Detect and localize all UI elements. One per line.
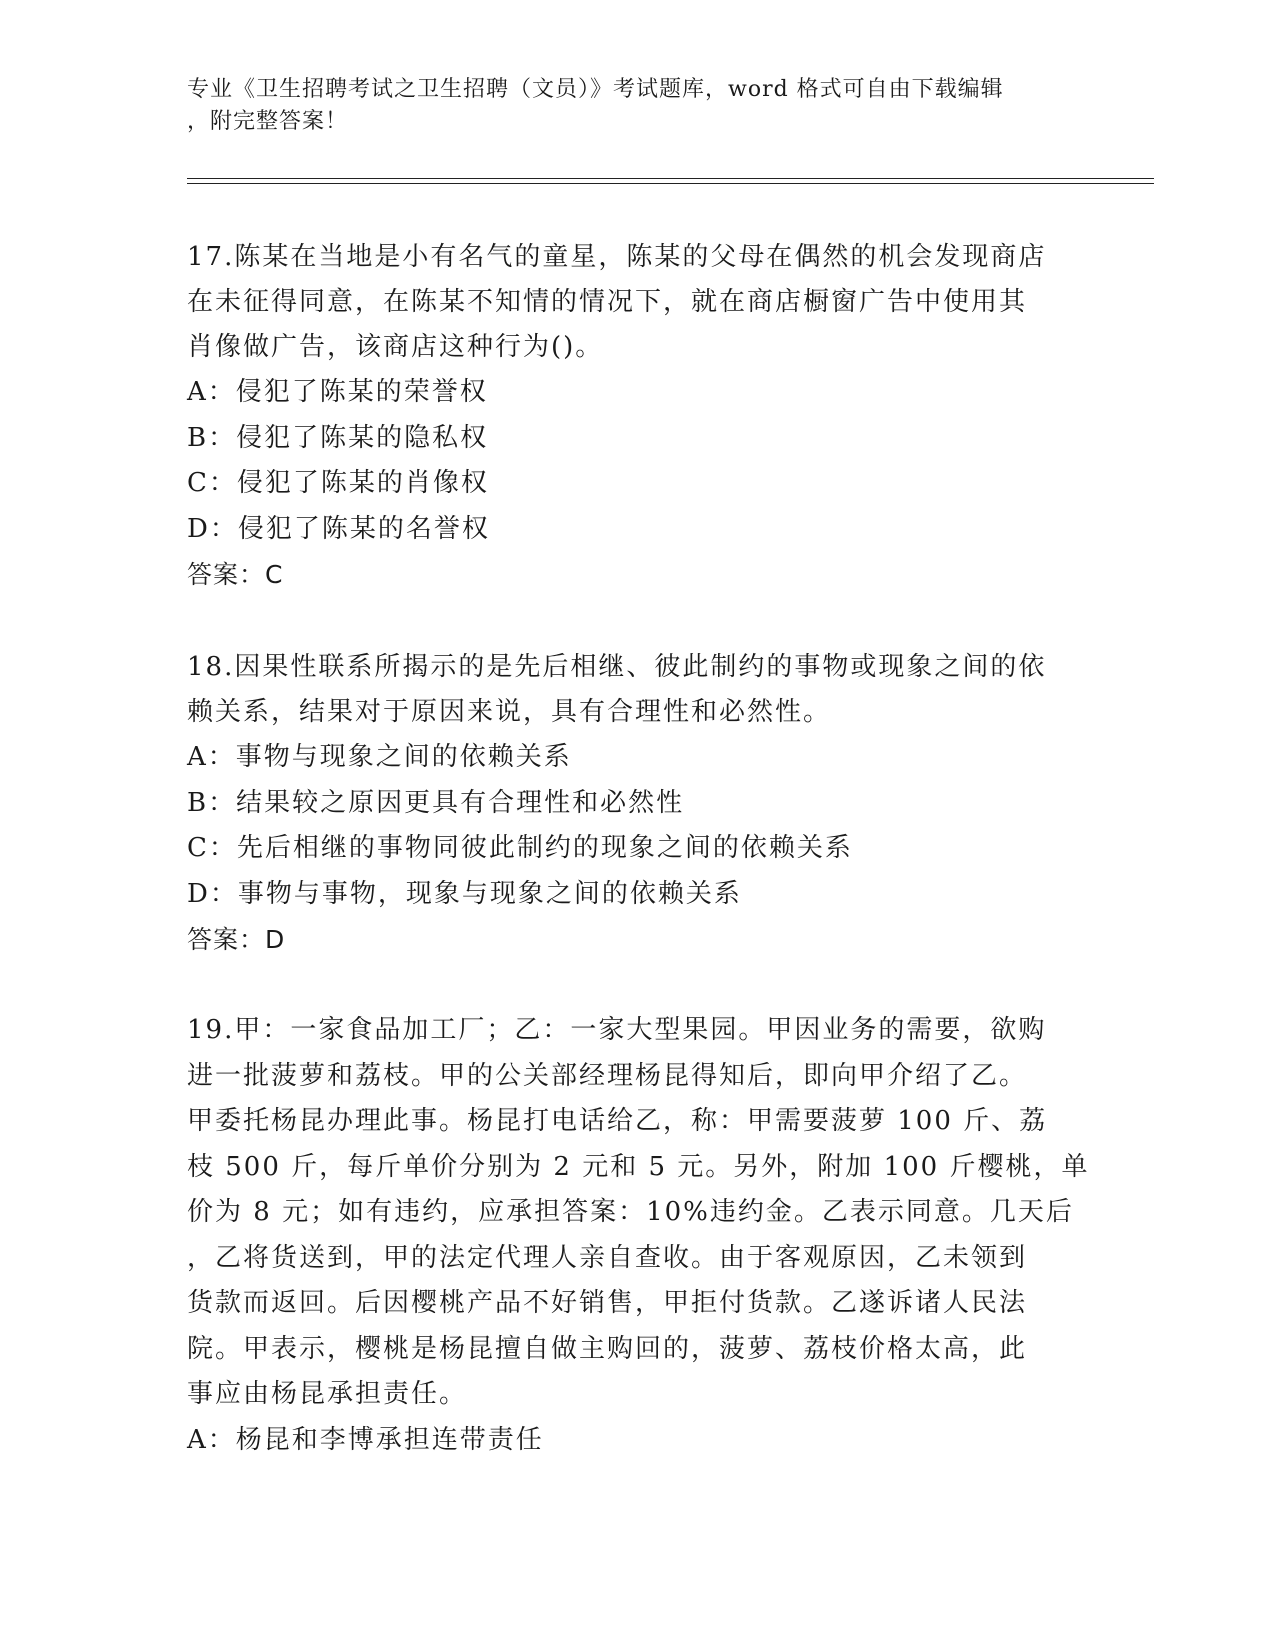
question-stem-line: ，乙将货送到，甲的法定代理人亲自查收。由于客观原因，乙未领到 (187, 1242, 1028, 1273)
option-d: D：事物与事物，现象与现象之间的依赖关系 (187, 878, 742, 909)
question-stem-line: 17.陈某在当地是小有名气的童星，陈某的父母在偶然的机会发现商店 (187, 242, 1047, 272)
document-header (187, 74, 1067, 138)
answer-label: 答案：C (187, 560, 284, 589)
option-b: B：结果较之原因更具有合理性和必然性 (187, 787, 685, 818)
question-stem-line: 在未征得同意，在陈某不知情的情况下，就在商店橱窗广告中使用其 (187, 287, 1028, 317)
question-19 (187, 1008, 1090, 1463)
question-stem-line: 枝 500 斤，每斤单价分别为 2 元和 5 元。另外，附加 100 斤樱桃，单 (187, 1151, 1090, 1182)
header-line-2: ，附完整答案！ (187, 109, 349, 134)
option-c: C：侵犯了陈某的肖像权 (187, 468, 489, 498)
question-stem-line: 事应由杨昆承担责任。 (187, 1379, 468, 1409)
header-divider-bottom (187, 183, 1154, 184)
question-stem-line: 19.甲：一家食品加工厂；乙：一家大型果园。甲因业务的需要，欲购 (187, 1015, 1047, 1045)
option-a: A：杨昆和李博承担连带责任 (187, 1424, 544, 1455)
header-divider-top (187, 178, 1154, 179)
option-c: C：先后相继的事物同彼此制约的现象之间的依赖关系 (187, 833, 853, 863)
option-b: B：侵犯了陈某的隐私权 (187, 422, 489, 453)
question-stem-line: 价为 8 元；如有违约，应承担答案：10%违约金。乙表示同意。几天后 (187, 1197, 1074, 1227)
option-d: D：侵犯了陈某的名誉权 (187, 513, 490, 544)
option-a: A：事物与现象之间的依赖关系 (187, 742, 572, 772)
question-stem-line: 甲委托杨昆办理此事。杨昆打电话给乙，称：甲需要菠萝 100 斤、荔 (187, 1106, 1048, 1136)
option-a: A：侵犯了陈某的荣誉权 (187, 377, 488, 407)
header-line-1: 专业《卫生招聘考试之卫生招聘（文员）》考试题库，word 格式可自由下载编辑 (187, 77, 1004, 102)
question-stem-line: 肖像做广告，该商店这种行为()。 (187, 332, 604, 362)
answer-label: 答案：D (187, 925, 286, 954)
question-stem-line: 18.因果性联系所揭示的是先后相继、彼此制约的事物或现象之间的依 (187, 652, 1047, 682)
question-stem-line: 货款而返回。后因樱桃产品不好销售，甲拒付货款。乙遂诉诸人民法 (187, 1288, 1028, 1318)
question-stem-line: 进一批菠萝和荔枝。甲的公关部经理杨昆得知后，即向甲介绍了乙。 (187, 1060, 1028, 1091)
question-17 (187, 235, 1087, 598)
question-18 (187, 645, 1087, 963)
question-stem-line: 院。甲表示，樱桃是杨昆擅自做主购回的，菠萝、荔枝价格太高，此 (187, 1333, 1028, 1364)
question-stem-line: 赖关系，结果对于原因来说，具有合理性和必然性。 (187, 697, 832, 727)
